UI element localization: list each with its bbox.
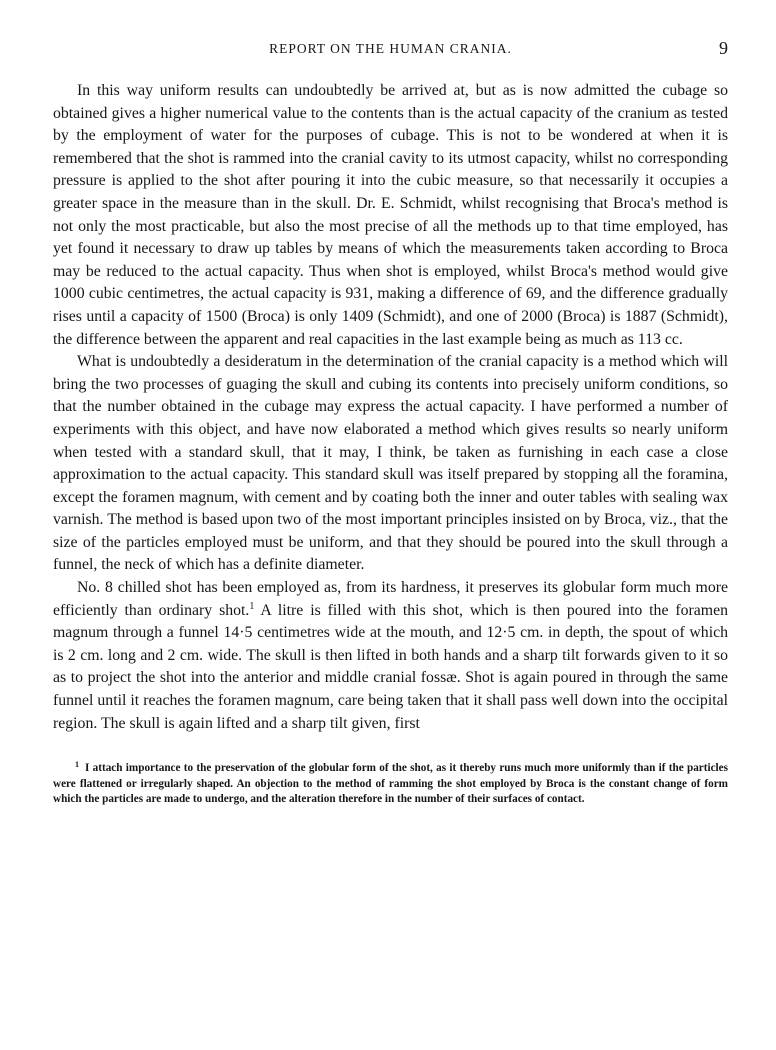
paragraph-1: In this way uniform results can undoubtedly be arrived at, but as is now admitted the cubage so obtained gives a higher numerical value to the contents than is the actual capacity of the cranium as tested by the employment of water for the purposes of cubage. This is not to be wondered at when it is remembered that the shot is rammed into the cranial cavity to its utmost capacity, whilst no corresponding pressure is applied to the shot after pouring it into the cubic measure, so that necessarily it occupies a greater space in the measure than in the skull. Dr. E. Schmidt, whilst recognising that Broca's method is not only the most practicable, but also the most precise of all the methods up to that time employed, has yet found it necessary to draw up tables by means of which the measurements taken according to Broca may be reduced to the actual capacity. Thus when shot is employed, whilst Broca's method would give 1000 cubic centimetres, the actual capacity is 931, making a difference of 69, and the difference gradually rises until a capacity of 1500 (Broca) is only 1409 (Schmidt), and one of 2000 (Broca) is 1887 (Schmidt), the difference between the apparent and real capacities in the last example being as much as 113 cc. (53, 82, 728, 348)
running-header (53, 38, 728, 64)
running-title: REPORT ON THE HUMAN CRANIA. (269, 41, 512, 56)
page (53, 38, 728, 807)
paragraph-3 (53, 577, 728, 735)
footnote-mark: 1 (75, 760, 79, 770)
paragraph-3-text-a: No. 8 chilled shot has been employed as, from its hardness, it preserves its globular form much more efficiently than ordinary shot. (53, 579, 728, 619)
body-text (53, 80, 728, 735)
paragraph-3-text-b: A litre is filled with this shot, which is then poured into the foramen magnum through a funnel 14·5 centimetres wide at the mouth, and 12·5 cm. in depth, the spout of which is 2 cm. long and 2 cm. wide. The skull is then lifted in both hands and a sharp tilt forwards given to it so as to project the shot into the anterior and middle cranial fossæ. Shot is again poured in through the same funnel until it reaches the foramen magnum, care being taken that it shall pass well down into the occipital region. The skull is again lifted and a sharp tilt given, first (53, 601, 728, 732)
paragraph-2: What is undoubtedly a desideratum in the determination of the cranial capacity is a method which will bring the two processes of guaging the skull and cubing its contents into precisely uniform conditions, so that the number obtained in the cubage may express the actual capacity. I have performed a number of experiments with this object, and have now elaborated a method which gives results so nearly uniform when tested with a standard skull, that it may, I think, be taken as furnishing in each case a close approximation to the actual capacity. This standard skull was itself prepared by stopping all the foramina, except the foramen magnum, with cement and by coating both the inner and outer tables with sealing wax varnish. The method is based upon two of the most important principles insisted on by Broca, viz., that the size of the particles employed must be uniform, and that they should be poured into the skull through a funnel, the neck of which has a definite diameter. (53, 353, 728, 574)
footnote-text: I attach importance to the preservation of the globular form of the shot, as it thereby runs much more uniformly than if the particles were flattened or irregularly shaped. An objection to the method of ramming the shot employed by Broca is the constant change of form which the particles are made to undergo, and the alteration therefore in the number of their surfaces of contact. (53, 762, 728, 806)
footnote (53, 757, 728, 807)
footnote-reference[interactable]: 1 (249, 600, 255, 612)
page-number: 9 (719, 38, 728, 58)
